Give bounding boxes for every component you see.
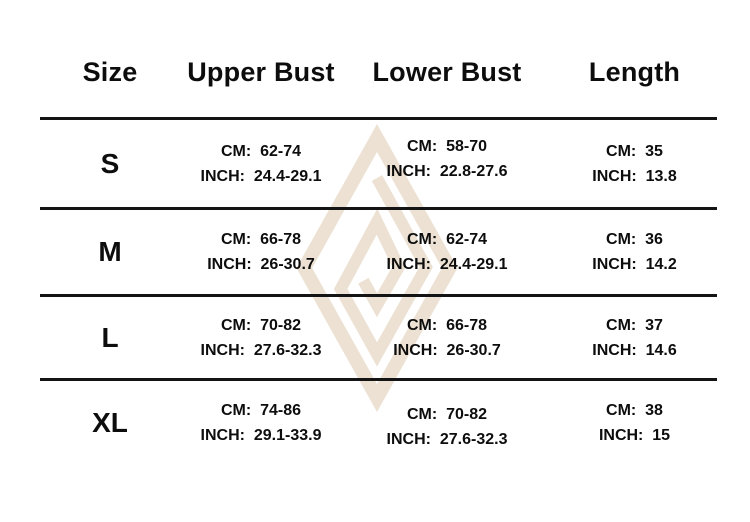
column-header-lower-bust: Lower Bust xyxy=(372,57,522,87)
inch-value: INCH: 22.8-27.6 xyxy=(386,162,508,180)
column-header-length: Length xyxy=(588,57,681,87)
column-header-upper-bust: Upper Bust xyxy=(187,57,335,87)
lower-bust-cell xyxy=(342,134,552,184)
cm-value: CM: 74-86 xyxy=(220,402,302,419)
table-row xyxy=(40,210,717,297)
cm-value: CM: 58-70 xyxy=(406,137,488,155)
table-row xyxy=(40,381,717,465)
lower-bust-cell xyxy=(342,402,552,452)
size-label: S xyxy=(100,147,120,179)
inch-value: INCH: 26-30.7 xyxy=(207,256,315,273)
upper-bust-cell xyxy=(180,313,342,363)
size-chart-table xyxy=(40,28,717,465)
table-row xyxy=(40,120,717,210)
table-header-row xyxy=(40,28,717,120)
cm-value: CM: 62-74 xyxy=(406,231,488,248)
inch-value: INCH: 24.4-29.1 xyxy=(386,256,508,273)
upper-bust-cell xyxy=(180,139,342,189)
cm-value: CM: 70-82 xyxy=(406,406,488,423)
upper-bust-cell xyxy=(180,227,342,277)
inch-value: INCH: 15 xyxy=(598,427,671,444)
inch-value: INCH: 14.2 xyxy=(592,256,677,273)
inch-value: INCH: 27.6-32.3 xyxy=(200,341,322,359)
cm-value: CM: 66-78 xyxy=(406,316,488,334)
length-cell xyxy=(552,313,717,363)
inch-value: INCH: 29.1-33.9 xyxy=(200,427,322,444)
cm-value: CM: 37 xyxy=(606,316,663,334)
size-label: M xyxy=(98,236,122,267)
table-row xyxy=(40,297,717,381)
inch-value: INCH: 13.8 xyxy=(592,167,677,185)
cm-value: CM: 70-82 xyxy=(220,316,302,334)
cm-value: CM: 66-78 xyxy=(220,231,302,248)
size-label: L xyxy=(101,321,119,353)
length-cell xyxy=(552,139,717,189)
inch-value: INCH: 24.4-29.1 xyxy=(200,167,322,185)
cm-value: CM: 36 xyxy=(606,231,663,248)
upper-bust-cell xyxy=(180,398,342,448)
cm-value: CM: 38 xyxy=(606,402,663,419)
size-label: XL xyxy=(92,407,128,438)
column-header-size: Size xyxy=(82,57,138,87)
inch-value: INCH: 14.6 xyxy=(592,341,677,359)
cm-value: CM: 62-74 xyxy=(220,142,302,160)
length-cell xyxy=(552,398,717,448)
length-cell xyxy=(552,227,717,277)
inch-value: INCH: 27.6-32.3 xyxy=(386,431,508,448)
lower-bust-cell xyxy=(342,313,552,363)
inch-value: INCH: 26-30.7 xyxy=(393,341,501,359)
cm-value: CM: 35 xyxy=(606,142,663,160)
lower-bust-cell xyxy=(342,227,552,277)
